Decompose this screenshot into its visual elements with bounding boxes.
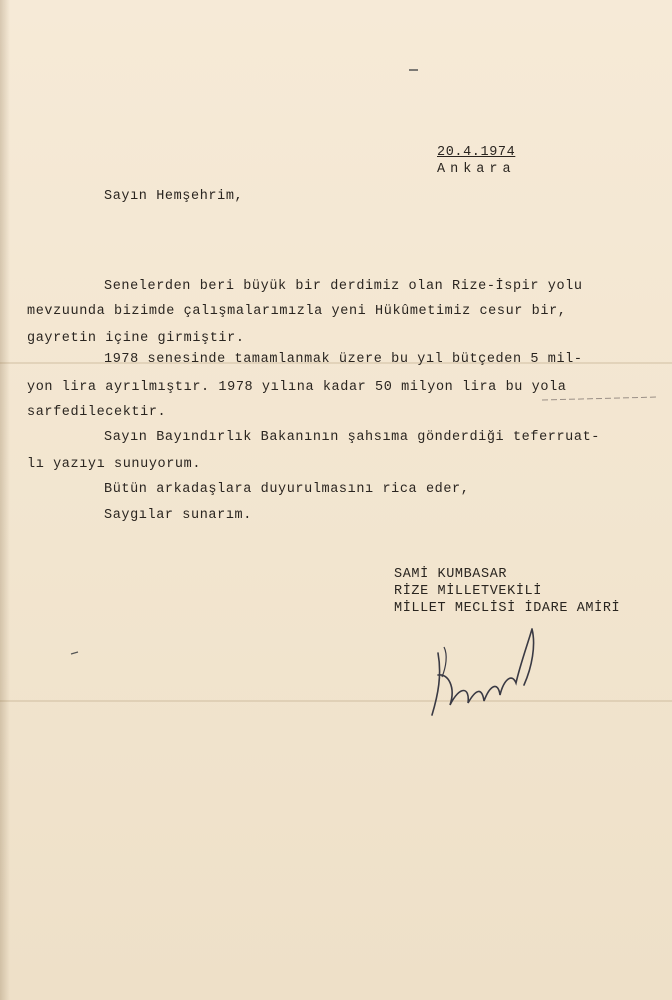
paper-edge-shadow: [0, 0, 10, 1000]
closing-line: Saygılar sunarım.: [104, 508, 252, 523]
body-line: yon lira ayrılmıştır. 1978 yılına kadar 50 milyon lira bu yola: [27, 380, 567, 395]
ink-speck: [70, 650, 80, 656]
body-line: sarfedilecektir.: [27, 405, 167, 420]
signer-name: SAMİ KUMBASAR: [394, 567, 508, 582]
signer-title: RİZE MİLLETVEKİLİ: [394, 584, 542, 599]
letter-date: 20.4.1974: [437, 145, 516, 160]
body-line: lı yazıyı sunuyorum.: [27, 457, 202, 472]
signer-office: MİLLET MECLİSİ İDARE AMİRİ: [394, 601, 621, 616]
body-line: gayretin içine girmiştir.: [27, 331, 245, 346]
body-line: 1978 senesinde tamamlanmak üzere bu yıl bütçeden 5 mil-: [104, 352, 583, 367]
body-line: mevzuunda bizimde çalışmalarımızla yeni Hükûmetimiz cesur bir,: [27, 304, 567, 319]
salutation: Sayın Hemşehrim,: [104, 189, 244, 204]
ink-speck: [408, 68, 420, 72]
handwritten-signature: [420, 615, 560, 725]
fold-crease: [0, 700, 672, 702]
body-line: Senelerden beri büyük bir derdimiz olan Rize-İspir yolu: [104, 279, 583, 294]
body-line: Sayın Bayındırlık Bakanının şahsıma gönderdiği teferruat-: [104, 430, 600, 445]
letter-city: Ankara: [437, 162, 516, 177]
body-line: Bütün arkadaşlara duyurulmasını rica eder,: [104, 482, 470, 497]
